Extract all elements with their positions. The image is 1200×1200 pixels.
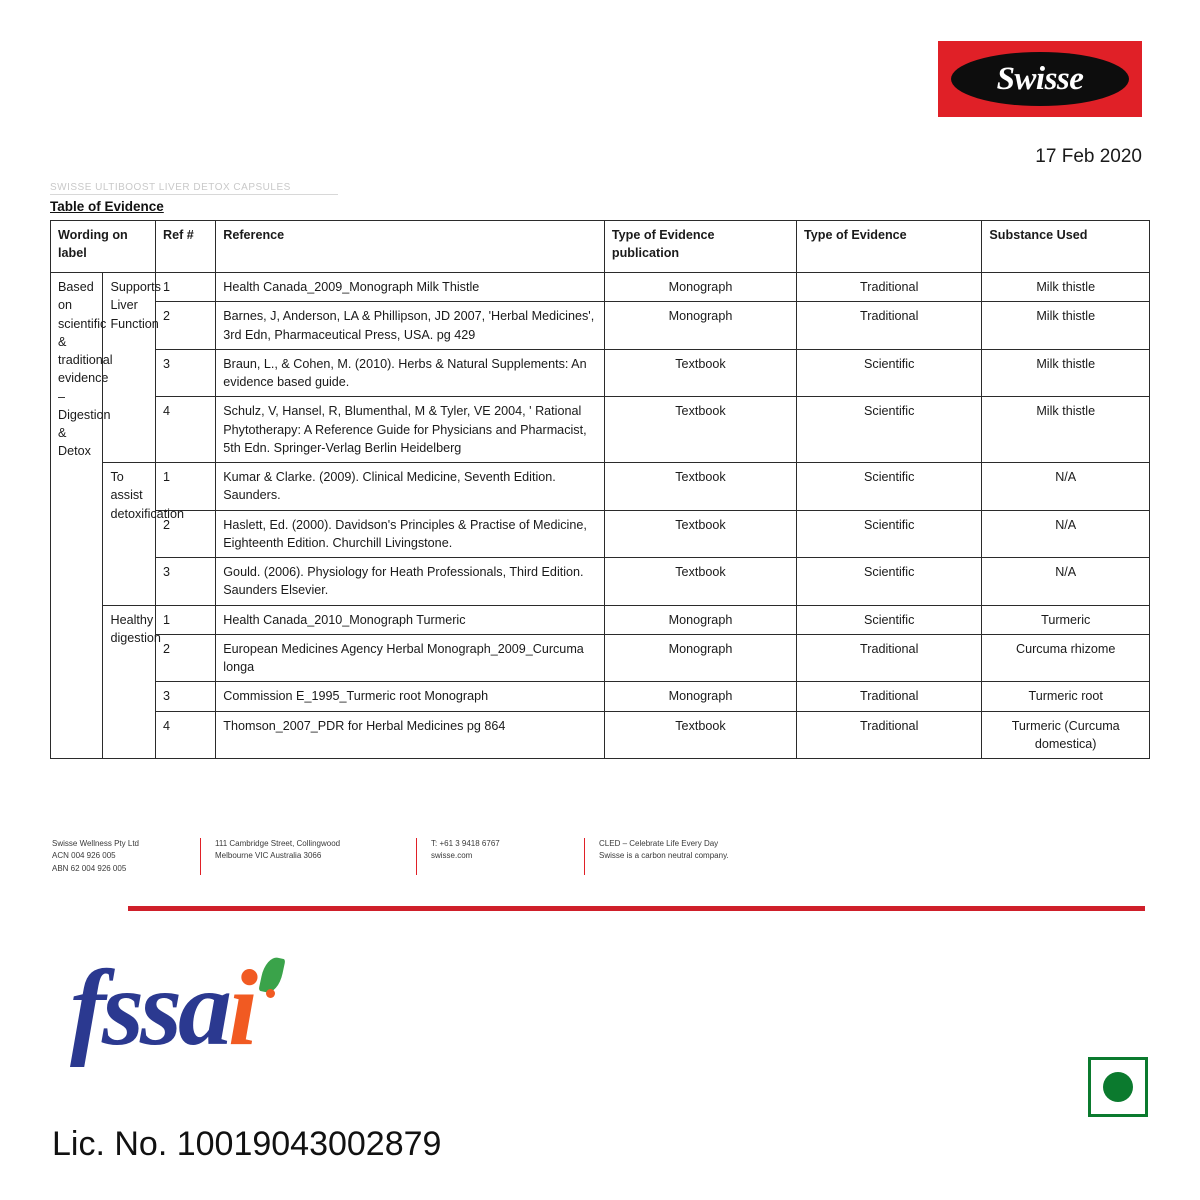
table-row [51, 711, 1150, 759]
cell-substance: N/A [982, 463, 1150, 511]
cell-type-evidence: Traditional [797, 273, 982, 302]
header-ref: Ref # [155, 221, 215, 273]
cell-substance: Turmeric root [982, 682, 1150, 711]
cell-type-publication: Monograph [604, 682, 796, 711]
header-wording-on-label: Wording on label [51, 221, 156, 273]
cell-substance: Turmeric [982, 605, 1150, 634]
cell-ref: 1 [155, 463, 215, 511]
header-reference: Reference [216, 221, 605, 273]
cell-type-evidence: Scientific [797, 349, 982, 397]
footer-info [52, 838, 1148, 875]
header-substance-used: Substance Used [982, 221, 1150, 273]
cell-ref: 4 [155, 711, 215, 759]
cell-type-publication: Monograph [604, 302, 796, 350]
footer-company-line3: ABN 62 004 926 005 [52, 863, 127, 873]
cell-claim-healthy-digestion: Healthy digestion [103, 605, 155, 759]
licence-number: Lic. No. 10019043002879 [52, 1125, 442, 1163]
cell-ref: 1 [155, 273, 215, 302]
cell-reference: Thomson_2007_PDR for Herbal Medicines pg 864 [216, 711, 605, 759]
cell-type-publication: Textbook [604, 463, 796, 511]
cell-type-publication: Monograph [604, 273, 796, 302]
cell-type-publication: Monograph [604, 634, 796, 682]
footer-company-line2: ACN 004 926 005 [52, 851, 116, 861]
cell-type-publication: Textbook [604, 558, 796, 606]
cell-reference: Braun, L., & Cohen, M. (2010). Herbs & Natural Supplements: An evidence based guide. [216, 349, 605, 397]
cell-type-evidence: Traditional [797, 634, 982, 682]
table-row [51, 397, 1150, 463]
veg-dot [1103, 1072, 1133, 1102]
table-row [51, 302, 1150, 350]
footer-company-line1: Swisse Wellness Pty Ltd [52, 839, 139, 848]
table-row [51, 682, 1150, 711]
cell-type-publication: Textbook [604, 711, 796, 759]
header-typepub-line2: publication [611, 246, 680, 261]
evidence-table [50, 220, 1150, 759]
document-date: 17 Feb 2020 [1035, 146, 1142, 167]
cell-type-evidence: Scientific [797, 558, 982, 606]
cell-reference: European Medicines Agency Herbal Monograph_2009_Curcuma longa [216, 634, 605, 682]
table-header-row [51, 221, 1150, 273]
cell-reference: Health Canada_2009_Monograph Milk Thistle [216, 273, 605, 302]
cell-reference: Kumar & Clarke. (2009). Clinical Medicine, Seventh Edition. Saunders. [216, 463, 605, 511]
footer-address-line2: Melbourne VIC Australia 3066 [215, 851, 322, 861]
cell-substance: Milk thistle [982, 349, 1150, 397]
cell-substance: Curcuma rhizome [982, 634, 1150, 682]
logo-oval [951, 52, 1129, 106]
cell-substance: Milk thistle [982, 397, 1150, 463]
cell-type-publication: Textbook [604, 397, 796, 463]
cell-type-evidence: Scientific [797, 605, 982, 634]
cell-type-evidence: Scientific [797, 397, 982, 463]
footer-address-line1: 111 Cambridge Street, Collingwood [215, 839, 341, 848]
footer-red-rule [128, 906, 1145, 911]
cell-wording-on-label: Based on scientific & traditional evidence – Digestion & Detox [51, 273, 103, 759]
table-row [51, 605, 1150, 634]
swisse-logo [938, 41, 1142, 117]
cell-type-publication: Textbook [604, 510, 796, 558]
cell-type-publication: Textbook [604, 349, 796, 397]
table-row [51, 463, 1150, 511]
footer-website[interactable]: swisse.com [431, 851, 473, 861]
cell-type-evidence: Traditional [797, 302, 982, 350]
header-type-of-evidence: Type of Evidence [797, 221, 982, 273]
footer-contact [416, 838, 584, 875]
logo-text: Swisse [996, 60, 1084, 97]
footer-company [52, 838, 200, 875]
cell-ref: 1 [155, 605, 215, 634]
cell-ref: 2 [155, 510, 215, 558]
table-row [51, 558, 1150, 606]
cell-type-evidence: Traditional [797, 711, 982, 759]
cell-type-publication: Monograph [604, 605, 796, 634]
cell-ref: 3 [155, 682, 215, 711]
cell-substance: Milk thistle [982, 302, 1150, 350]
footer-tagline [584, 838, 884, 875]
table-row [51, 510, 1150, 558]
footer-phone: T: +61 3 9418 6767 [431, 839, 500, 848]
vegetarian-mark-icon [1088, 1057, 1148, 1117]
cell-ref: 2 [155, 302, 215, 350]
fssai-logo-text: fssai [70, 949, 255, 1068]
fssai-logo [70, 949, 320, 1070]
cell-type-evidence: Traditional [797, 682, 982, 711]
cell-claim-to-assist-detoxification: To assist detoxification [103, 463, 155, 606]
cell-substance: N/A [982, 558, 1150, 606]
footer-tagline-line1: CLED – Celebrate Life Every Day [599, 839, 719, 848]
header-typepub-line1: Type of Evidence [611, 228, 715, 242]
table-row [51, 349, 1150, 397]
cell-ref: 2 [155, 634, 215, 682]
table-row [51, 634, 1150, 682]
cell-substance: N/A [982, 510, 1150, 558]
cell-reference: Health Canada_2010_Monograph Turmeric [216, 605, 605, 634]
cell-reference: Commission E_1995_Turmeric root Monograph [216, 682, 605, 711]
table-of-evidence-title: Table of Evidence [50, 199, 164, 214]
footer-address [200, 838, 416, 875]
header-type-of-evidence-publication [604, 221, 796, 273]
footer-tagline-line2: Swisse is a carbon neutral company. [599, 851, 729, 861]
cell-ref: 3 [155, 349, 215, 397]
cell-ref: 3 [155, 558, 215, 606]
cell-reference: Barnes, J, Anderson, LA & Phillipson, JD 2007, 'Herbal Medicines', 3rd Edn, Pharmaceutical Press, USA. pg 429 [216, 302, 605, 350]
cell-ref: 4 [155, 397, 215, 463]
cell-reference: Gould. (2006). Physiology for Heath Professionals, Third Edition. Saunders Elsevier. [216, 558, 605, 606]
cell-reference: Schulz, V, Hansel, R, Blumenthal, M & Tyler, VE 2004, ' Rational Phytotherapy: A Reference Guide for Physicians and Pharmacist, 5th Edn. Springer-Verlag Berlin Heidelberg [216, 397, 605, 463]
cell-substance: Turmeric (Curcuma domestica) [982, 711, 1150, 759]
fssai-dot-icon [266, 989, 275, 998]
cell-reference: Haslett, Ed. (2000). Davidson's Principles & Practise of Medicine, Eighteenth Edition. Churchill Livingstone. [216, 510, 605, 558]
document-heading-faded: SWISSE ULTIBOOST LIVER DETOX CAPSULES [50, 182, 338, 195]
table-row [51, 273, 1150, 302]
cell-type-evidence: Scientific [797, 463, 982, 511]
cell-type-evidence: Scientific [797, 510, 982, 558]
fssai-logo-i: i [228, 949, 255, 1068]
cell-substance: Milk thistle [982, 273, 1150, 302]
cell-claim-supports-liver-function: Supports Liver Function [103, 273, 155, 463]
